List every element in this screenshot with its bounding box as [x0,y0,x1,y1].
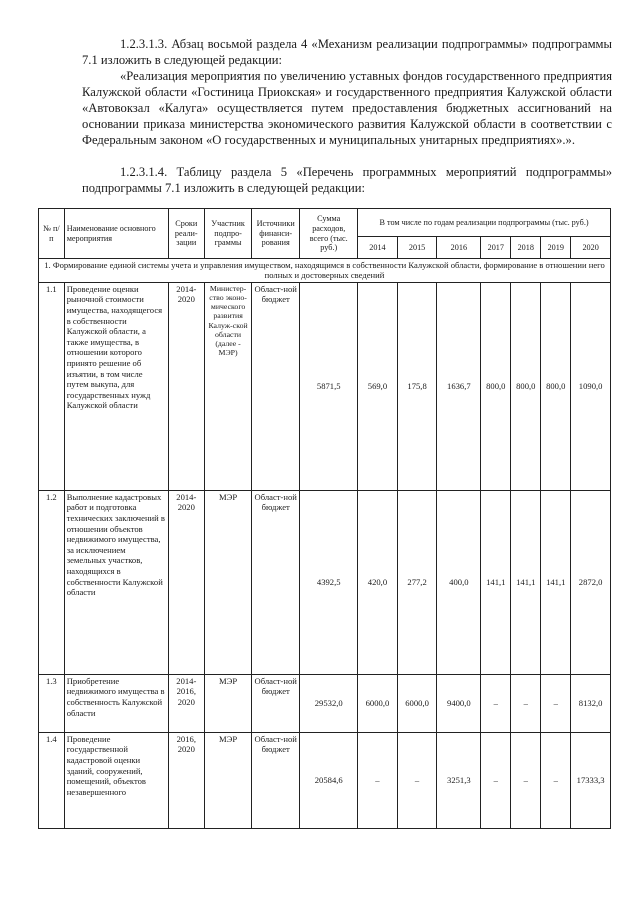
row-year-value: 420,0 [358,490,398,674]
row-sum: 5871,5 [300,282,358,490]
row-participant: МЭР [205,732,252,828]
row-year-value: 800,0 [481,282,511,490]
header-year: 2014 [358,237,398,259]
header-year: 2019 [541,237,571,259]
row-year-value: 3251,3 [437,732,481,828]
row-year-value: 6000,0 [358,674,398,732]
row-source: Област-ной бюджет [252,490,300,674]
paragraph-text: 1.2.3.1.3. Абзац восьмой раздела 4 «Механизм реализации подпрограммы» подпрограммы 7.1 изложить в следующей редакции: [82,37,612,67]
row-year-value: 141,1 [541,490,571,674]
paragraph-text: 1.2.3.1.4. Таблицу раздела 5 «Перечень программных мероприятий подпрограммы» подпрограммы 7.1 изложить в следующей редакции: [82,165,612,195]
header-year: 2020 [571,237,611,259]
row-year-value: 141,1 [511,490,541,674]
row-num: 1.1 [39,282,65,490]
row-year-value: – [481,732,511,828]
row-year-value: 2872,0 [571,490,611,674]
row-year-value: 1090,0 [571,282,611,490]
row-terms: 2014-2020 [168,282,204,490]
paragraph-quote [82,68,612,148]
row-year-value: 175,8 [397,282,437,490]
row-year-value: – [397,732,437,828]
header-year: 2017 [481,237,511,259]
row-terms: 2014-2016, 2020 [168,674,204,732]
row-source: Област-ной бюджет [252,732,300,828]
row-year-value: 277,2 [397,490,437,674]
row-year-value: – [511,732,541,828]
header-year: 2015 [397,237,437,259]
row-year-value: – [511,674,541,732]
row-num: 1.2 [39,490,65,674]
row-sum: 29532,0 [300,674,358,732]
row-year-value: 569,0 [358,282,398,490]
row-num: 1.4 [39,732,65,828]
row-name: Проведение государственной кадастровой оценки зданий, сооружений, помещений, объектов незавершенного [64,732,168,828]
row-year-value: 400,0 [437,490,481,674]
section-title: 1. Формирование единой системы учета и управления имуществом, находящимся в собственности Калужской области, формирование в отношении него полных и достоверных сведений [39,259,611,283]
row-terms: 2014-2020 [168,490,204,674]
header-years-group: В том числе по годам реализации подпрограммы (тыс. руб.) [358,209,611,237]
row-year-value: 800,0 [541,282,571,490]
table-row [39,490,611,674]
row-sum: 20584,6 [300,732,358,828]
row-sum: 4392,5 [300,490,358,674]
table-row [39,732,611,828]
table-row [39,674,611,732]
row-year-value: – [541,674,571,732]
row-name: Выполнение кадастровых работ и подготовка технических заключений в отношении объектов недвижимого имущества, за исключением земельных участков, находящихся в собственности Калужской области [64,490,168,674]
header-year: 2016 [437,237,481,259]
row-name: Приобретение недвижимого имущества в собственность Калужской области [64,674,168,732]
paragraph-text: «Реализация мероприятия по увеличению уставных фондов государственного предприятия Калужской области «Гостиница Приокская» и государственного предприятия Калужской области «Автовокзал «Калуга» осуществляется путем предоставления бюджетных ассигнований на основании приказа министерства экономического развития Калужской области в соответствии с Федеральным законом «О государственных и муниципальных унитарных предприятиях».». [82,69,612,147]
row-year-value: 9400,0 [437,674,481,732]
row-year-value: 8132,0 [571,674,611,732]
header-name: Наименование основного мероприятия [64,209,168,259]
row-name: Проведение оценки рыночной стоимости имущества, находящегося в собственности Калужской области, а также имущества, в отношении которого принято решение об изъятии, в том числе путем выкупа, для государственных нужд Калужской области [64,282,168,490]
row-source: Област-ной бюджет [252,282,300,490]
row-year-value: 800,0 [511,282,541,490]
header-sum: Сумма расходов, всего (тыс. руб.) [300,209,358,259]
row-participant: МЭР [205,674,252,732]
paragraph-1-2-3-1-4 [82,164,612,196]
header-sources: Источники финанси-рования [252,209,300,259]
row-participant: Министер-ство эконо-мического развития Калуж-ской области (далее - МЭР) [205,282,252,490]
row-year-value: – [358,732,398,828]
row-source: Област-ной бюджет [252,674,300,732]
row-year-value: 141,1 [481,490,511,674]
table-row [39,282,611,490]
header-terms: Сроки реали-зации [168,209,204,259]
paragraph-1-2-3-1-3 [82,36,612,68]
header-year: 2018 [511,237,541,259]
row-num: 1.3 [39,674,65,732]
row-participant: МЭР [205,490,252,674]
row-year-value: – [481,674,511,732]
row-year-value: 6000,0 [397,674,437,732]
row-year-value: – [541,732,571,828]
row-year-value: 17333,3 [571,732,611,828]
header-participant: Участник подпро-граммы [205,209,252,259]
row-terms: 2016, 2020 [168,732,204,828]
program-measures-table [38,208,611,829]
header-num: № п/п [39,209,65,259]
row-year-value: 1636,7 [437,282,481,490]
